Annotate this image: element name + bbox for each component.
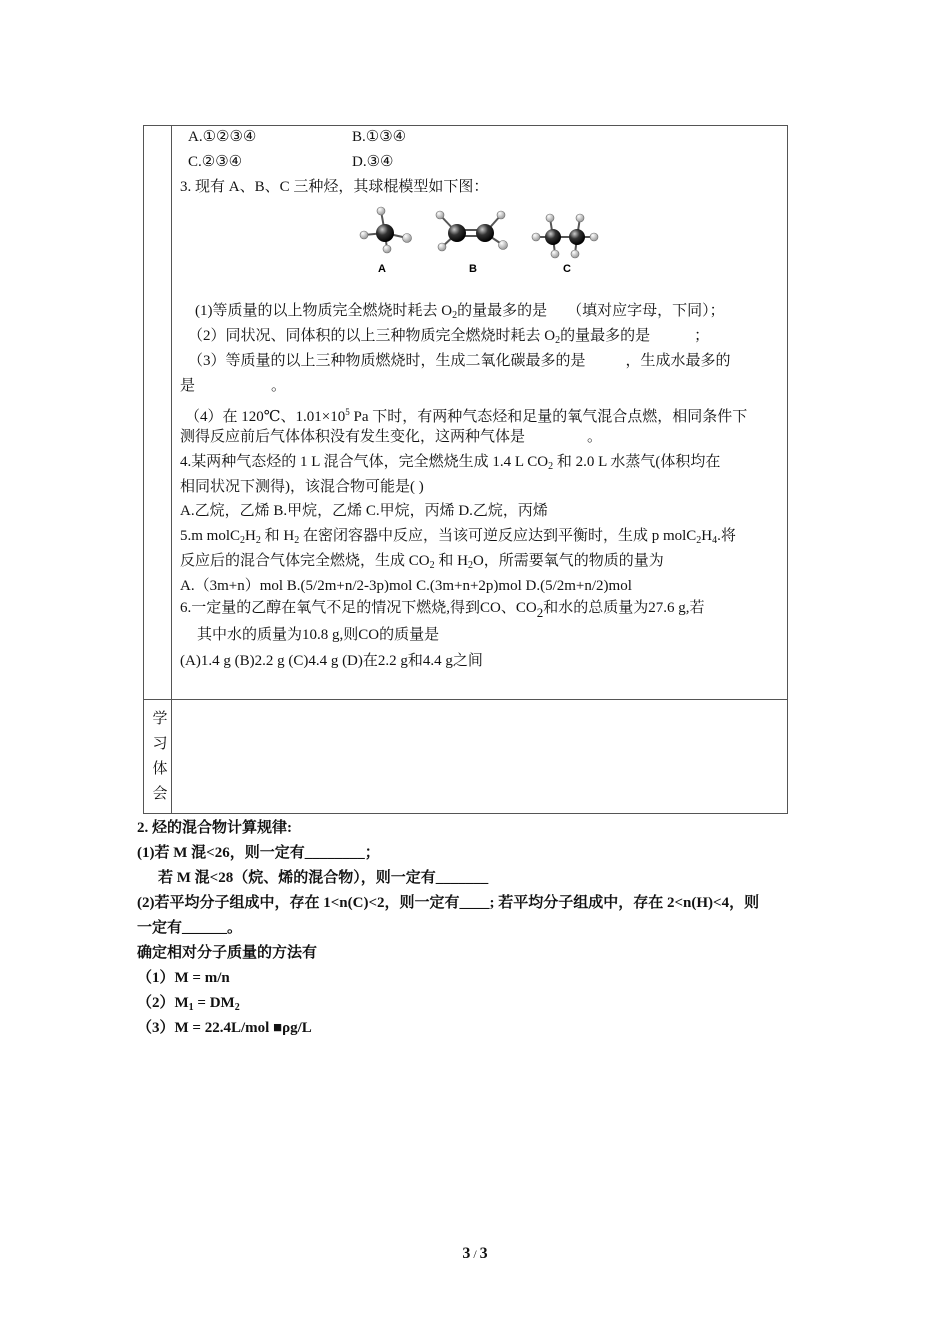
summary-rule-1: (1)若 M 混<26，则一定有________； bbox=[137, 845, 380, 861]
model-c-ethane bbox=[532, 214, 598, 258]
q3-part4-cont: 测得反应前后气体体积没有发生变化，这两种气体是 。 bbox=[180, 429, 603, 445]
model-label-c: C bbox=[563, 263, 571, 275]
q2-option-a: A.①②③④ bbox=[188, 129, 257, 145]
method-2: $(2)M_1 = DM_2$ bbox=[137, 995, 240, 1013]
summary-rule-2-cont: 一定有______。 bbox=[137, 920, 243, 936]
q6-stem: 6.一定量的乙醇在氧气不足的情况下燃烧,得到CO、$CO_2$和水的总质量为27.6 g,若 bbox=[180, 600, 705, 620]
table-column-divider bbox=[171, 126, 172, 813]
q5-options: A.（3m+n）mol B.(5/2m+n/2-3p)mol C.(3m+n+2p)mol D.(5/2m+n/2)mol bbox=[180, 578, 632, 594]
method-3: （3）M = 22.4L/mol ■ρg/L bbox=[137, 1020, 312, 1036]
q5-stem-cont: 反应后的混合气体完全燃烧，生成 $CO_2$ 和 $H_2O$，所需要氧气的物质的量为 bbox=[180, 553, 664, 571]
q2-option-d: D.③④ bbox=[352, 154, 394, 170]
summary-rule-2: (2)若平均分子组成中，存在 1<n(C)<2，则一定有____; 若平均分子组成中，存在 2<n(H)<4，则 bbox=[137, 895, 760, 911]
q3-part2: （2）同状况、同体积的以上三种物质完全燃烧时耗去 $O_2$的量最多的是 ； bbox=[188, 328, 710, 346]
q5-stem: 5.m $molC_2H_2$ 和 $H_2$ 在密闭容器中反应，当该可逆反应达到平衡时，生成 p $molC_2H_4$.将 bbox=[180, 528, 736, 546]
method-1: （1）M = m/n bbox=[137, 970, 230, 986]
page-number: 3 / 3 bbox=[462, 1245, 488, 1262]
ball-stick-models-figure bbox=[350, 205, 610, 277]
q3-part1: (1)等质量的以上物质完全燃烧时耗去 $O_2$的量最多的是 （填对应字母，下同）； bbox=[195, 303, 725, 321]
side-label-char: 体 bbox=[152, 761, 168, 777]
methods-title: 确定相对分子质量的方法有 bbox=[137, 945, 318, 961]
model-a-methane bbox=[360, 207, 412, 253]
q6-options: (A)1.4 g (B)2.2 g (C)4.4 g (D)在2.2 g和4.4 g之间 bbox=[180, 653, 483, 669]
q4-stem-cont: 相同状况下测得)，该混合物可能是( ) bbox=[180, 479, 424, 495]
q3-part3: （3）等质量的以上三种物质燃烧时，生成二氧化碳最多的是 ，生成水最多的 bbox=[188, 353, 731, 369]
model-label-b: B bbox=[469, 263, 477, 275]
q4-options: A.乙烷，乙烯 B.甲烷，乙烯 C.甲烷，丙烯 D.乙烷，丙烯 bbox=[180, 503, 548, 519]
q4-stem: 4.某两种气态烃的 1 L 混合气体，完全燃烧生成 1.4 L $CO_2$ 和 2.0 L 水蒸气(体积均在 bbox=[180, 454, 721, 472]
side-label-char: 习 bbox=[152, 736, 168, 752]
model-label-a: A bbox=[378, 263, 386, 275]
q3-intro: 3. 现有 A、B、C 三种烃，其球棍模型如下图： bbox=[180, 179, 489, 195]
side-label-char: 会 bbox=[152, 786, 168, 802]
q6-stem-cont: 其中水的质量为10.8 g,则CO的质量是 bbox=[197, 627, 440, 643]
summary-rule-1b: 若 M 混<28（烷、烯的混合物），则一定有_______ bbox=[158, 870, 489, 886]
side-label-char: 学 bbox=[152, 711, 168, 727]
q2-option-c: C.②③④ bbox=[188, 154, 243, 170]
q2-option-b: B.①③④ bbox=[352, 129, 407, 145]
q3-part3-cont: 是 。 bbox=[180, 378, 287, 394]
table-row-divider bbox=[144, 699, 787, 700]
q3-part4: （4）在 120℃、$1.01\times 10^5$ Pa 下时，有两种气态烃和足量的氧气混合点燃，相同条件下 bbox=[185, 407, 748, 425]
summary-title: 2. 烃的混合物计算规律: bbox=[137, 820, 292, 836]
model-b-ethylene bbox=[436, 211, 508, 251]
